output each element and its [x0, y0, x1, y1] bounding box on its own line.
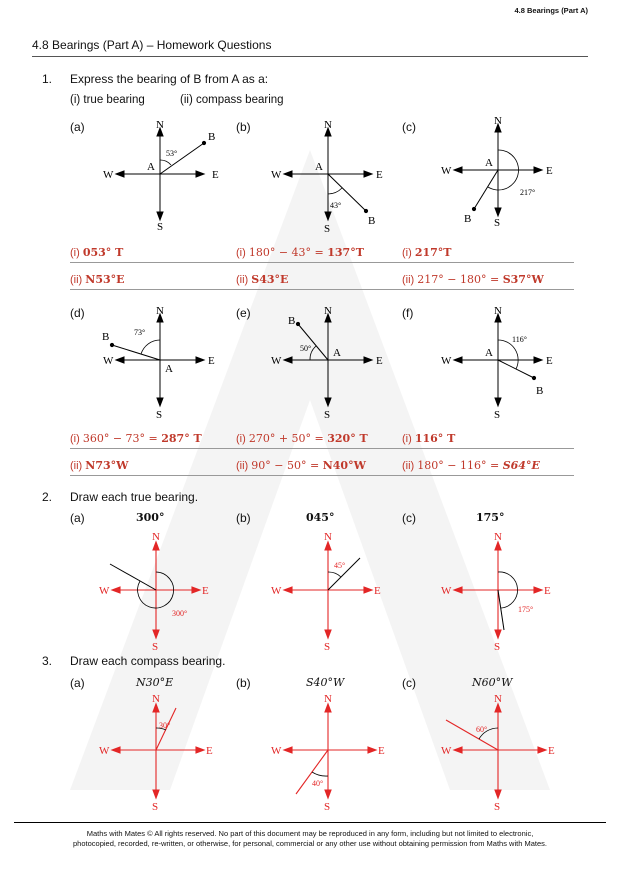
q1a-angle: 53°: [166, 149, 178, 158]
q1a-east: E: [212, 169, 219, 181]
q2b-diagram: [268, 528, 398, 652]
q1c-label: (c): [402, 120, 416, 134]
q1e-diagram: [268, 304, 398, 424]
q3b-bearing: S40°W: [306, 676, 345, 689]
q2-prompt: Draw each true bearing.: [70, 490, 199, 504]
q1a-point-a: A: [147, 161, 155, 173]
q2c-bearing: 175°: [476, 511, 505, 524]
q1c-answer-ii: (ii) 217° − 180° = S37°W: [402, 273, 544, 286]
q1f-east: E: [546, 355, 553, 367]
q3a-angle: 30°: [159, 721, 171, 730]
q1e-north: N: [324, 305, 332, 317]
q1e-south: S: [324, 409, 331, 421]
q2c-north: N: [494, 531, 502, 543]
q3c-angle: 60°: [476, 725, 488, 734]
q1c-diagram: [438, 114, 568, 234]
q1b-point-a: A: [315, 161, 323, 173]
q1d-west: W: [103, 355, 114, 367]
q1d-point-b: B: [102, 331, 110, 343]
q1a-point-b: B: [208, 131, 216, 143]
footer-line-1: Maths with Mates © All rights reserved. No part of this document may be reproduced in any form, including but not limited to electronic,: [86, 829, 534, 838]
q1f-angle: 116°: [512, 335, 527, 344]
answer-line: [402, 289, 574, 290]
footer-line-2: photocopied, recorded, re-written, or otherwise, for personal, commercial or any other use without obtaining permission from Maths with Mates.: [73, 839, 547, 848]
q1d-answer-i: (i) 360° − 73° = 287° T: [70, 432, 202, 445]
answer-line: [70, 289, 242, 290]
q2a-bearing: 300°: [136, 511, 165, 524]
q2c-label: (c): [402, 511, 416, 525]
q3b-north: N: [324, 693, 332, 705]
q1f-diagram: [438, 304, 568, 424]
q3-prompt: Draw each compass bearing.: [70, 654, 226, 668]
answer-line: [70, 475, 242, 476]
q1b-point-b: B: [368, 215, 376, 227]
answer-line: [402, 448, 574, 449]
q1e-west: W: [271, 355, 282, 367]
q1e-label: (e): [236, 306, 251, 320]
q2b-angle: 45°: [334, 561, 346, 570]
q3b-label: (b): [236, 676, 251, 690]
q1c-point-a: A: [485, 157, 493, 169]
q1c-south: S: [494, 217, 501, 229]
q1b-label: (b): [236, 120, 251, 134]
q1c-answer-i: (i) 217°T: [402, 246, 452, 259]
q2b-south: S: [324, 641, 331, 652]
q1f-label: (f): [402, 306, 414, 320]
q3b-angle: 40°: [312, 779, 324, 788]
q1b-west: W: [271, 169, 282, 181]
q1d-south: S: [156, 409, 163, 421]
answer-line: [236, 262, 408, 263]
q1f-north: N: [494, 305, 502, 317]
q1e-point-b: B: [288, 315, 296, 327]
q2c-diagram: [438, 528, 568, 652]
q3b-south: S: [324, 801, 331, 813]
q3c-north: N: [494, 693, 502, 705]
q1e-point-a: A: [333, 347, 341, 359]
q3a-east: E: [206, 745, 213, 757]
q1b-east: E: [376, 169, 383, 181]
q1d-answer-ii: (ii) N73°W: [70, 459, 129, 472]
q1a-answer-i: (i) 053° T: [70, 246, 124, 259]
q1d-label: (d): [70, 306, 85, 320]
q3a-south: S: [152, 801, 159, 813]
q1c-north: N: [494, 115, 502, 127]
q1a-label: (a): [70, 120, 85, 134]
answer-line: [236, 289, 408, 290]
q1e-angle: 50°: [300, 344, 312, 353]
q1a-south: S: [157, 221, 164, 233]
q3b-east: E: [378, 745, 385, 757]
q2c-angle: 175°: [518, 605, 534, 614]
q2b-bearing: 045°: [306, 511, 335, 524]
q3a-label: (a): [70, 676, 85, 690]
q2b-east: E: [374, 585, 381, 597]
q1c-west: W: [441, 165, 452, 177]
q2a-south: S: [152, 641, 159, 652]
q3a-north: N: [152, 693, 160, 705]
q1a-west: W: [103, 169, 114, 181]
q1f-answer-ii: (ii) 180° − 116° = S64°E: [402, 459, 540, 472]
q2a-east: E: [202, 585, 209, 597]
q3c-east: E: [548, 745, 555, 757]
q1b-diagram: [268, 118, 398, 238]
q1f-south: S: [494, 409, 501, 421]
q2c-south: S: [494, 641, 501, 652]
copyright-footer: [14, 829, 606, 849]
q2b-west: W: [271, 585, 282, 597]
q2-number: 2.: [42, 490, 53, 504]
answer-line: [236, 448, 408, 449]
q3a-diagram: [96, 690, 226, 814]
q1e-east: E: [376, 355, 383, 367]
answer-line: [236, 475, 408, 476]
q1b-angle: 43°: [330, 201, 342, 210]
q2a-label: (a): [70, 511, 85, 525]
q3c-diagram: [438, 690, 568, 814]
footer-divider: [14, 822, 606, 823]
q3c-label: (c): [402, 676, 416, 690]
q1-subprompt-ii: (ii) compass bearing: [180, 94, 284, 106]
answer-line: [70, 448, 242, 449]
q1f-point-b: B: [536, 385, 544, 397]
q1d-diagram: [100, 304, 230, 424]
q1a-answer-ii: (ii) N53°E: [70, 273, 125, 286]
q3a-west: W: [99, 745, 110, 757]
q3b-west: W: [271, 745, 282, 757]
q2b-label: (b): [236, 511, 251, 525]
q3-number: 3.: [42, 654, 53, 668]
q3b-diagram: [268, 690, 398, 814]
q1c-angle: 217°: [520, 188, 536, 197]
q1b-south: S: [324, 223, 331, 235]
q1d-north: N: [156, 305, 164, 317]
q1-number: 1.: [42, 72, 53, 86]
answer-line: [402, 475, 574, 476]
q3c-bearing: N60°W: [472, 676, 513, 689]
q3c-west: W: [441, 745, 452, 757]
q2a-north: N: [152, 531, 160, 543]
q1d-angle: 73°: [134, 328, 146, 337]
q1-prompt: Express the bearing of B from A as a:: [70, 72, 269, 86]
q1b-answer-ii: (ii) S43°E: [236, 273, 289, 286]
q2a-angle: 300°: [172, 609, 188, 618]
q1-subprompt-i: (i) true bearing: [70, 94, 145, 106]
q3c-south: S: [494, 801, 501, 813]
q2a-diagram: [96, 528, 226, 652]
q2c-east: E: [544, 585, 551, 597]
q1b-north: N: [324, 119, 332, 131]
page-title: 4.8 Bearings (Part A) – Homework Questions: [32, 38, 272, 52]
q1a-north: N: [156, 119, 164, 131]
q1c-point-b: B: [464, 213, 472, 225]
q1f-point-a: A: [485, 347, 493, 359]
q3a-bearing: N30°E: [136, 676, 174, 689]
q1c-east: E: [546, 165, 553, 177]
q2c-west: W: [441, 585, 452, 597]
q1e-answer-i: (i) 270° + 50° = 320° T: [236, 432, 368, 445]
title-divider: [32, 56, 588, 57]
q1d-point-a: A: [165, 363, 173, 375]
q1a-diagram: [100, 118, 230, 238]
q1d-east: E: [208, 355, 215, 367]
q1e-answer-ii: (ii) 90° − 50° = N40°W: [236, 459, 366, 472]
q1f-answer-i: (i) 116° T: [402, 432, 456, 445]
answer-line: [402, 262, 574, 263]
section-tag: 4.8 Bearings (Part A): [514, 6, 588, 15]
answer-line: [70, 262, 242, 263]
q2b-north: N: [324, 531, 332, 543]
q2a-west: W: [99, 585, 110, 597]
q1b-answer-i: (i) 180° − 43° = 137°T: [236, 246, 364, 259]
q1f-west: W: [441, 355, 452, 367]
